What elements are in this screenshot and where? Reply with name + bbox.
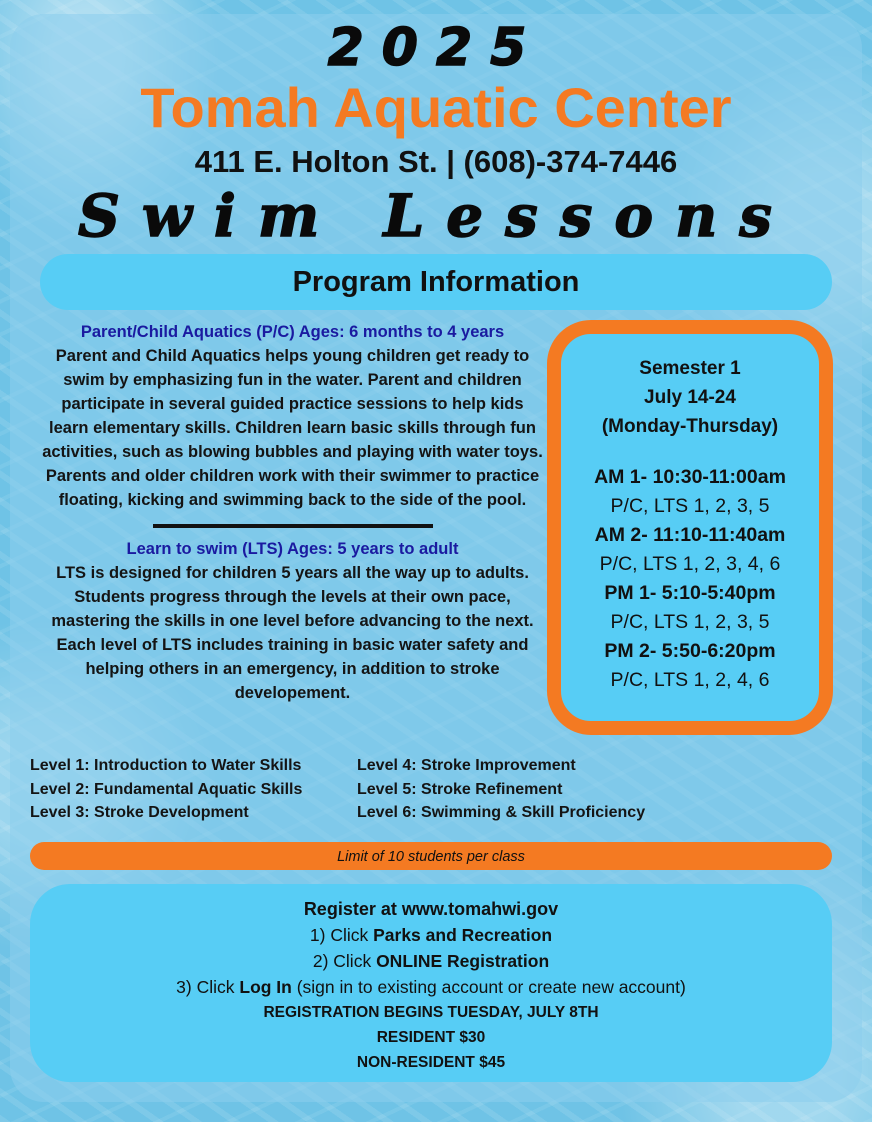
section-divider: [153, 524, 433, 528]
center-name: Tomah Aquatic Center: [140, 76, 732, 139]
slot-levels: P/C, LTS 1, 2, 3, 5: [610, 495, 770, 517]
step-prefix: 3) Click: [176, 977, 240, 997]
levels-column-left: [30, 754, 350, 825]
slot-time: AM 1- 10:30-11:00am: [594, 466, 786, 488]
program-description: [40, 320, 545, 705]
registration-begins: REGISTRATION BEGINS TUESDAY, JULY 8TH: [263, 1004, 599, 1021]
step-prefix: 2) Click: [312, 951, 377, 971]
page-title: Swim Lessons: [78, 182, 794, 250]
step-suffix: (sign in to existing account or create new account): [291, 977, 686, 997]
register-step-3: [30, 974, 832, 1000]
lts-heading: Learn to swim (LTS) Ages: 5 years to adult: [126, 540, 459, 558]
semester-days: (Monday-Thursday): [601, 416, 779, 437]
class-limit-banner: Limit of 10 students per class: [30, 842, 832, 870]
level-item: Level 4: Stroke Improvement: [357, 757, 576, 774]
slot-levels: P/C, LTS 1, 2, 3, 5: [610, 611, 770, 633]
semester-info: [561, 354, 819, 441]
semester-label: Semester 1: [639, 358, 741, 379]
level-item: Level 2: Fundamental Aquatic Skills: [30, 780, 303, 798]
pc-heading: Parent/Child Aquatics (P/C) Ages: 6 months to 4 years: [80, 323, 505, 341]
level-item: Level 6: Swimming & Skill Proficiency: [357, 804, 646, 821]
semester-dates: July 14-24: [644, 387, 736, 408]
program-info-heading: Program Information: [40, 254, 832, 310]
resident-price: RESIDENT $30: [376, 1029, 486, 1046]
registration-box: [30, 884, 832, 1082]
pc-body: Parent and Child Aquatics helps young children get ready to swim by emphasizing fun in the water. Parent and children participate in several guided practice sessions to help kids learn elementary skills. Children learn basic skills through fun activities, such as blowing bubbles and playing with water toys. Parents and older children work with their swimmer to practice floating, kicking and swimming back to the side of the pool.: [42, 347, 543, 509]
level-item: Level 3: Stroke Development: [30, 804, 249, 821]
register-step-2: [30, 948, 832, 974]
slot-time: AM 2- 11:10-11:40am: [594, 524, 786, 546]
address-phone: 411 E. Holton St. | (608)-374-7446: [194, 144, 678, 179]
time-slots: [561, 463, 819, 695]
slot-levels: P/C, LTS 1, 2, 3, 4, 6: [599, 553, 781, 575]
step-link-label: Log In: [239, 977, 292, 997]
level-item: Level 1: Introduction to Water Skills: [30, 757, 302, 774]
step-link-label: Parks and Recreation: [373, 925, 553, 945]
slot-time: PM 1- 5:10-5:40pm: [604, 582, 776, 604]
level-item: Level 5: Stroke Refinement: [357, 780, 563, 798]
step-link-label: ONLINE Registration: [376, 951, 550, 971]
step-prefix: 1) Click: [309, 925, 374, 945]
register-site: Register at www.tomahwi.gov: [303, 899, 559, 919]
levels-column-right: [357, 754, 687, 825]
lts-body: LTS is designed for children 5 years all the way up to adults. Students progress through the levels at their own pace, mastering the skills in one level before advancing to the next. Each level of LTS includes training in basic water safety and helping others in an emergency, in addition to stroke developement.: [51, 564, 534, 702]
schedule-box: [547, 320, 833, 735]
register-step-1: [30, 922, 832, 948]
slot-time: PM 2- 5:50-6:20pm: [604, 640, 776, 662]
year-heading: 2025: [327, 18, 545, 78]
non-resident-price: NON-RESIDENT $45: [356, 1054, 506, 1071]
slot-levels: P/C, LTS 1, 2, 4, 6: [610, 669, 770, 691]
